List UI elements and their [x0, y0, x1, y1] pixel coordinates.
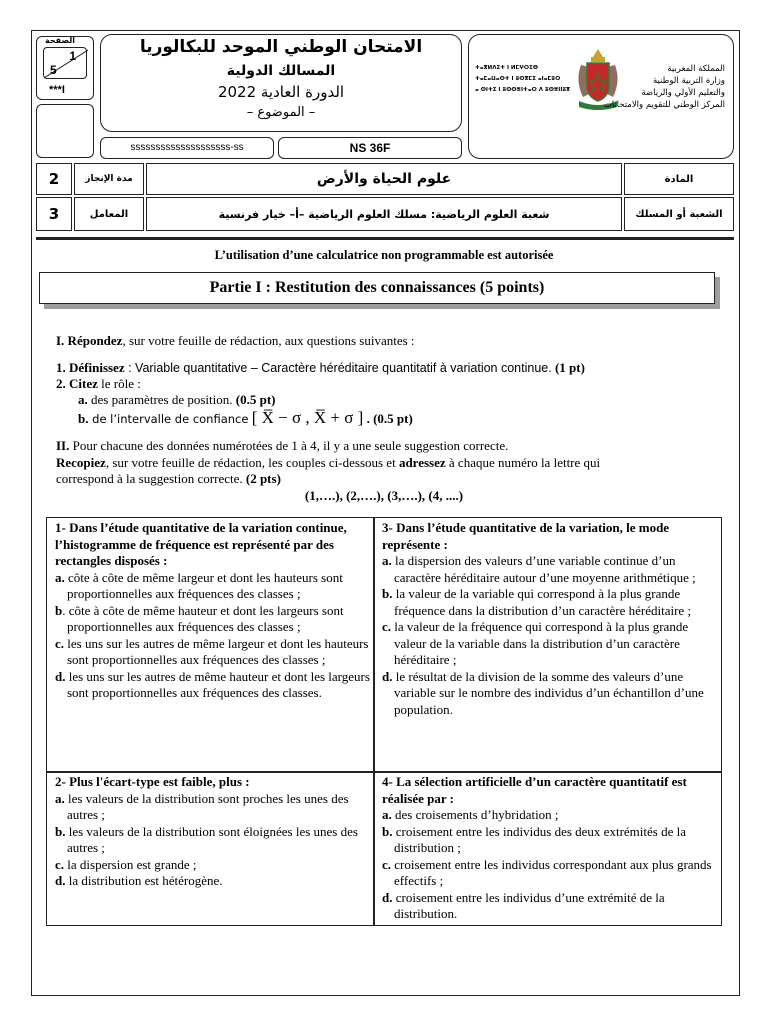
exam-title-box [100, 34, 462, 132]
subject-label: – الموضوع – [246, 105, 316, 120]
question-2-option-c: c. la dispersion est grande ; [55, 856, 197, 872]
question-3-option-c: c. la valeur de la fréquence qui correspond à la plus grande valeur de la variable dans la distribution d’un caractère héréditaire ; [382, 619, 689, 667]
question-1-title: 1- Dans l’étude quantitative de la variation continue, l’histogramme de fréquence est représenté par des rectangles disposés : [55, 520, 347, 568]
page-number-box [36, 36, 94, 100]
ministry-name: المملكة المغربية وزارة التربية الوطنية والتعليم الأولي والرياضة المركز الوطني للتقويم والامتحانات [603, 64, 725, 110]
section-ii-line2: Recopiez, sur votre feuille de rédaction, les couples ci-dessous et adressez à chaque numéro la lettre qui [56, 455, 601, 470]
page-current: 1 [69, 49, 76, 63]
question-3-option-a: a. la dispersion des valeurs d’une variable continue d’un caractère héréditaire autour d’une moyenne arithmétique ; [382, 553, 696, 585]
questions-table [46, 517, 722, 926]
question-1-option-d: d. les uns sur les autres de même hauteur et dont les largeurs sont proportionnelles aux fréquences des classes. [55, 668, 370, 700]
question-2-option-d: d. la distribution est hétérogène. [55, 873, 223, 888]
subject-name: علوم الحياة والأرض [146, 163, 622, 195]
track-name: شعبة العلوم الرياضية: مسلك العلوم الرياضية –أ– خيار فرنسية [146, 197, 622, 231]
question-3-option-d: d. le résultat de la division de la somme des valeurs d’une variable sur le nombre des individus d’un échantillon d’une population. [382, 668, 704, 717]
page-fraction [43, 47, 87, 79]
ministry-logo-box [468, 34, 734, 159]
section-i-intro: I. Répondez, sur votre feuille de rédaction, aux questions suivantes : [56, 333, 415, 348]
reference-code: ssssssssssssssssssss-ss [100, 137, 274, 159]
question-4-option-b: b. croisement entre les individus des deux extrémités de la distribution ; [382, 823, 686, 855]
exam-subtitle: المسالك الدولية [226, 63, 336, 79]
question-1-option-a: a. côte à côte de même largeur et dont les hauteurs sont proportionnelles aux fréquences des classes ; [55, 569, 343, 601]
question-cell-3 [374, 518, 720, 718]
question-2b: b. de l’intervalle de confiance [ X̅ − σ , X̅ + σ ] . (0.5 pt) [78, 408, 413, 427]
duration-label: مدة الإنجاز [74, 163, 144, 195]
question-2-option-b: b. les valeurs de la distribution sont éloignées les unes des autres ; [55, 823, 358, 855]
exam-session: الدورة العادية 2022 [217, 83, 345, 101]
question-1-option-c: c. les uns sur les autres de même largeur et dont les hauteurs sont proportionnelles aux fréquences des classes ; [55, 635, 369, 667]
question-3-title: 3- Dans l’étude quantitative de la variation, le mode représente : [382, 520, 670, 552]
question-3-option-b: b. la valeur de la variable qui correspond à la plus grande fréquence dans la distribution d’un caractère héréditaire ; [382, 586, 692, 618]
question-2-option-a: a. les valeurs de la distribution sont proches les unes des autres ; [55, 790, 349, 822]
duration-value: 2 [36, 163, 72, 195]
question-cell-2 [47, 772, 373, 890]
question-2a: a. des paramètres de position. (0.5 pt) [78, 392, 276, 407]
blank-box [36, 104, 94, 158]
track-label: الشعبة أو المسلك [624, 197, 734, 231]
question-4-option-a: a. des croisements d’hybridation ; [382, 807, 559, 822]
section-ii-line3: correspond à la suggestion correcte. (2 pts) [56, 471, 281, 486]
confidence-interval-formula: [ X̅ − σ , X̅ + σ ] [251, 408, 364, 427]
subject-label-cell: المادة [624, 163, 734, 195]
section-ii-line1: II. Pour chacune des données numérotées de 1 à 4, il y a une seule suggestion correcte. [56, 438, 509, 453]
calculator-note: L’utilisation d’une calculatrice non programmable est autorisée [214, 248, 554, 262]
question-2: 2. Citez le rôle : [56, 376, 141, 391]
coefficient-label: المعامل [74, 197, 144, 231]
coefficient-value: 3 [36, 197, 72, 231]
question-cell-1 [47, 518, 373, 702]
question-4-option-c: c. croisement entre les individus correspondant aux plus grands effectifs ; [382, 856, 712, 888]
header-divider [36, 237, 734, 240]
page-total: 5 [50, 63, 57, 77]
tifinagh-text: ⵜⴰⴳⵍⴷⵉⵜ ⵏ ⵍⵎⵖⵔⵉⴱ ⵜⴰⵎⴰⵡⴰⵙⵜ ⵏ ⵓⵙⴳⵎⵉ ⴰⵏⴰⵎⵓⵔ ⴰ ⵙⵏⵜⵉ ⵏ ⵓⵙⵙⴻⵏⵜⴰⵔ ⴷ ⵓⵙⴻⵏⵏⵓⴳ [475, 65, 571, 93]
question-cell-4 [374, 772, 720, 923]
stars-code: ***I [49, 84, 65, 96]
part-title: Partie I : Restitution des connaissances (5 points) [39, 272, 715, 304]
exam-title: الامتحان الوطني الموحد للبكالوريا [139, 37, 423, 57]
question-1: 1. Définissez : Variable quantitative – Caractère héréditaire quantitatif à variation continue. (1 pt) [56, 360, 585, 375]
question-2-title: 2- Plus l'écart-type est faible, plus : [55, 774, 250, 789]
question-1-option-b: b. côte à côte de même hauteur et dont les largeurs sont proportionnelles aux fréquences des classes ; [55, 602, 344, 634]
question-4-title: 4- La sélection artificielle d’un caractère quantitatif est réalisée par : [382, 774, 687, 806]
question-4-option-d: d. croisement entre les individus d’une extrémité de la distribution. [382, 889, 665, 921]
exam-code: NS 36F [278, 137, 462, 159]
page-label: الصفحة [45, 36, 76, 45]
answer-pairs: (1,….), (2,….), (3,….), (4, ....) [304, 488, 464, 503]
